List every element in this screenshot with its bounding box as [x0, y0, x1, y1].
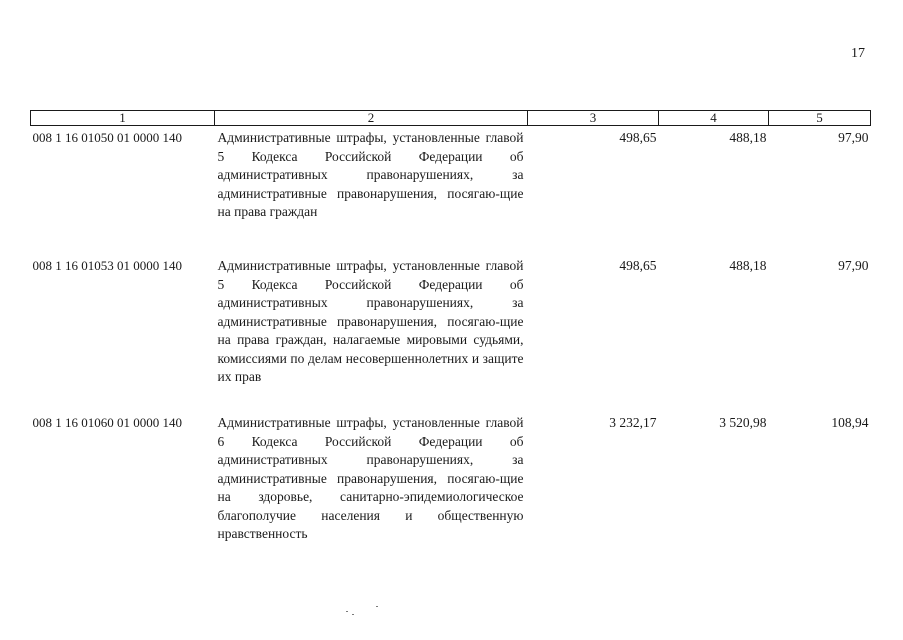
revenue-name: Административные штрафы, установленные главой 5 Кодекса Российской Федерации об административных правонарушениях, за административные правонарушения, посягаю-щие на права граждан, налагаемые мировыми судьями, комиссиями по делам несовершеннолетних и защите их прав	[217, 258, 524, 384]
value-col3: 498,65	[619, 258, 657, 273]
value-col4: 488,18	[729, 258, 767, 273]
budget-code: 008 1 16 01050 01 0000 140	[32, 130, 182, 145]
scan-speck	[352, 614, 354, 615]
column-header: 3	[528, 111, 659, 126]
scan-speck	[346, 611, 348, 612]
budget-table	[30, 110, 871, 554]
revenue-name: Административные штрафы, установленные главой 5 Кодекса Российской Федерации об административных правонарушениях, за административные правонарушения, посягаю-щие на права граждан	[217, 130, 524, 219]
budget-code: 008 1 16 01060 01 0000 140	[32, 415, 182, 430]
column-header: 4	[659, 111, 769, 126]
value-col3: 3 232,17	[609, 415, 657, 430]
value-col5: 97,90	[838, 258, 869, 273]
page-number: 17	[851, 46, 865, 61]
value-col4: 488,18	[729, 130, 767, 145]
column-header: 2	[215, 111, 528, 126]
scan-speck	[376, 606, 378, 607]
table-header-row	[31, 111, 871, 126]
column-header: 1	[31, 111, 215, 126]
budget-code: 008 1 16 01053 01 0000 140	[32, 258, 182, 273]
column-header: 5	[769, 111, 871, 126]
value-col5: 97,90	[838, 130, 869, 145]
value-col4: 3 520,98	[719, 415, 767, 430]
table-row	[31, 126, 871, 258]
table-row	[31, 257, 871, 414]
table-row	[31, 414, 871, 554]
value-col3: 498,65	[619, 130, 657, 145]
revenue-name: Административные штрафы, установленные главой 6 Кодекса Российской Федерации об административных правонарушениях, за административные правонарушения, посягаю-щие на здоровье, санитарно-эпидемиологическое благополучие населения и общественную нравственность	[217, 415, 524, 541]
value-col5: 108,94	[831, 415, 869, 430]
